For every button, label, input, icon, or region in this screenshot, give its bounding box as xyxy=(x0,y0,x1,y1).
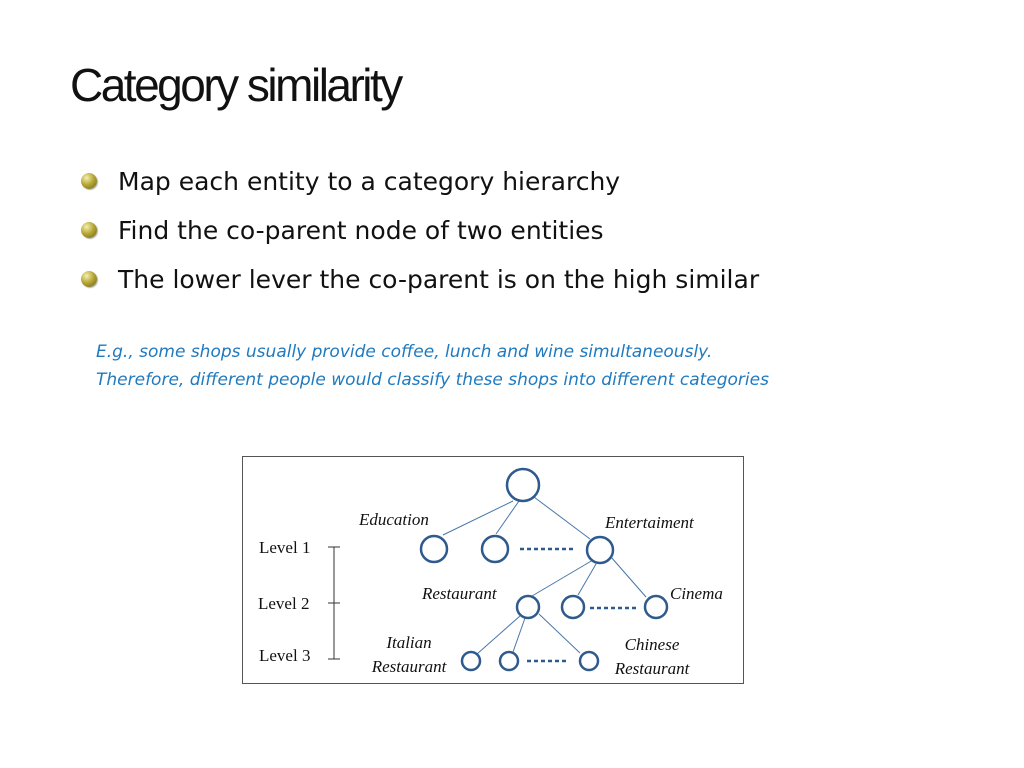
label-entertainment: Entertaiment xyxy=(605,513,694,532)
example-line: Therefore, different people would classify these shops into different categories xyxy=(96,370,769,390)
label-education: Education xyxy=(359,510,429,529)
example-note xyxy=(96,338,769,394)
label-chinese-line2: Restaurant xyxy=(614,659,690,678)
node-entertainment xyxy=(587,537,613,563)
edge xyxy=(477,616,520,654)
level-label: Level 1 xyxy=(259,538,311,557)
edge xyxy=(611,557,646,597)
edge xyxy=(513,618,525,652)
node-education xyxy=(421,536,447,562)
bullet-icon xyxy=(81,222,97,238)
bullet-text: Map each entity to a category hierarchy xyxy=(118,167,621,196)
root-node xyxy=(507,469,539,501)
bullet-text: Find the co-parent node of two entities xyxy=(118,216,604,245)
bullet-icon xyxy=(81,271,97,287)
label-restaurant: Restaurant xyxy=(422,584,497,603)
edge xyxy=(532,560,593,596)
label-chinese-line1: Chinese xyxy=(624,635,680,654)
label-italian-line2: Restaurant xyxy=(371,657,447,676)
edge xyxy=(539,614,580,653)
level-label: Level 2 xyxy=(258,594,310,613)
node xyxy=(500,652,518,670)
level-axis xyxy=(328,547,340,659)
bullet-item xyxy=(78,160,759,209)
edge xyxy=(578,564,596,595)
example-line: E.g., some shops usually provide coffee, lunch and wine simultaneously. xyxy=(96,342,713,362)
node xyxy=(562,596,584,618)
level-label: Level 3 xyxy=(259,646,311,665)
hierarchy-svg xyxy=(243,457,745,685)
bullet-text: The lower lever the co-parent is on the high similar xyxy=(118,265,760,294)
label-cinema: Cinema xyxy=(670,584,723,603)
bullet-item xyxy=(78,258,759,307)
node-chinese xyxy=(580,652,598,670)
category-hierarchy-diagram xyxy=(242,456,744,684)
bullet-list xyxy=(78,160,759,307)
label-italian-line1: Italian xyxy=(386,633,432,652)
node xyxy=(482,536,508,562)
node-restaurant xyxy=(517,596,539,618)
edge xyxy=(496,501,519,534)
edge xyxy=(534,497,590,539)
slide-title: Category similarity xyxy=(70,59,401,111)
bullet-icon xyxy=(81,173,97,189)
bullet-item xyxy=(78,209,759,258)
edge xyxy=(443,501,513,535)
node-italian xyxy=(462,652,480,670)
node-cinema xyxy=(645,596,667,618)
